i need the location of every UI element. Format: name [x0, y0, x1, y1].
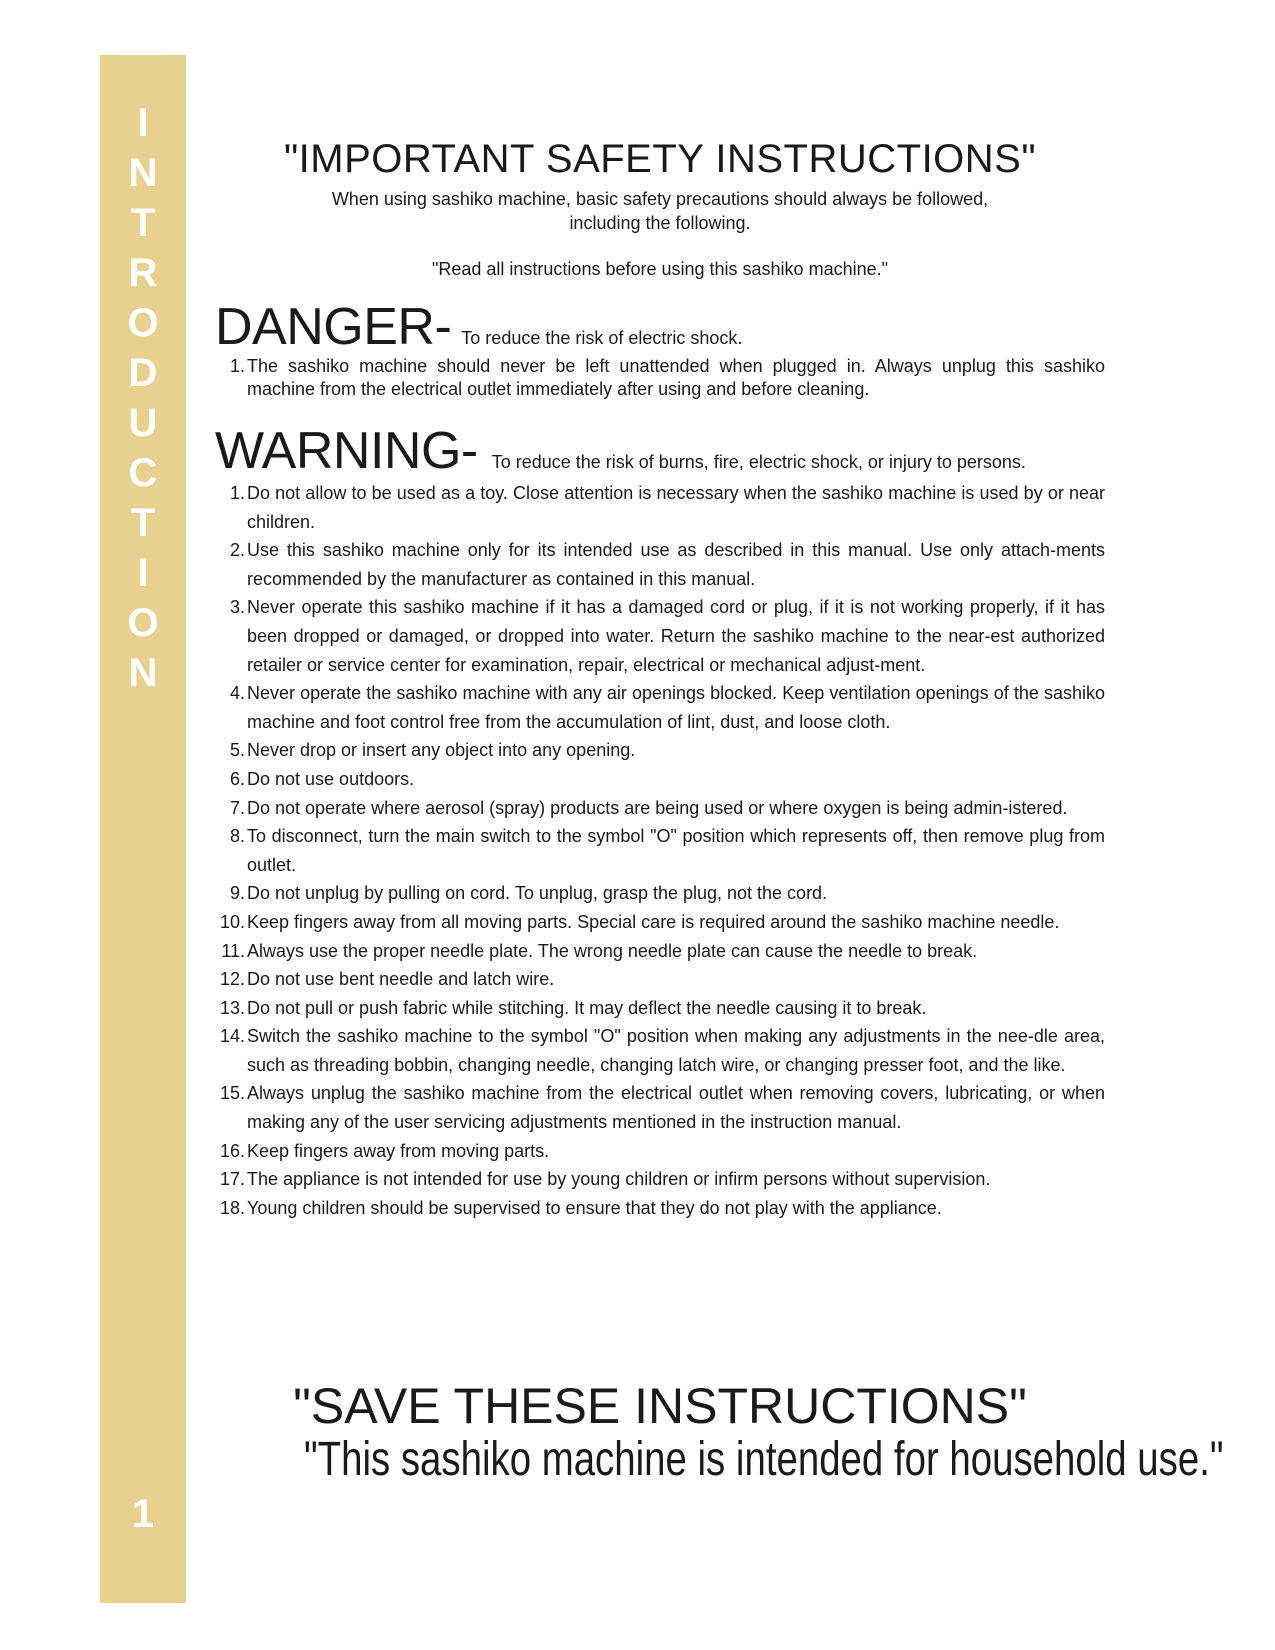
item-text: Never drop or insert any object into any opening. [247, 740, 636, 761]
tab-letter: I [137, 101, 149, 145]
list-item [215, 355, 1105, 401]
list-item [215, 679, 1105, 736]
list-item [215, 1165, 1105, 1194]
section-tab-label [100, 98, 186, 698]
intro-line: When using sashiko machine, basic safety precautions should always be followed, [331, 189, 989, 209]
warning-heading [215, 423, 1105, 479]
danger-note: To reduce the risk of electric shock. [461, 328, 743, 348]
tab-letter: I [137, 551, 149, 595]
item-number: 6. [229, 768, 245, 789]
save-instructions-title: "SAVE THESE INSTRUCTIONS" [293, 1378, 1027, 1434]
tab-letter: D [128, 351, 158, 395]
danger-label: DANGER- [215, 298, 452, 356]
list-item [215, 1194, 1105, 1223]
intro-line: including the following. [569, 213, 751, 233]
item-text: To disconnect, turn the main switch to the symbol "O" position which represents off, then remove plug from outlet. [247, 826, 1105, 875]
tab-letter: T [130, 501, 156, 545]
item-text: Keep fingers away from moving parts. [247, 1140, 550, 1161]
item-number: 13. [219, 997, 245, 1018]
list-item [215, 1079, 1105, 1136]
warning-list [215, 479, 1105, 1222]
item-text: Use this sashiko machine only for its intended use as described in this manual. Use only attach-ments recommended by the manufacturer as contained in this manual. [247, 540, 1105, 589]
warning-label: WARNING- [215, 422, 478, 480]
item-number: 3. [229, 597, 245, 618]
tab-letter: N [128, 651, 158, 695]
item-text: Young children should be supervised to ensure that they do not play with the appliance. [247, 1197, 942, 1218]
list-item [215, 879, 1105, 908]
item-text: Never operate this sashiko machine if it has a damaged cord or plug, if it is not working properly, if it has been dropped or damaged, or dropped into water. Return the sashiko machine to the near-est authorized retailer or service center for examination, repair, electrical or mechanical adjust-ment. [247, 597, 1105, 675]
tab-letter: O [127, 301, 159, 345]
list-item [215, 1137, 1105, 1166]
list-item [215, 794, 1105, 823]
list-item [215, 765, 1105, 794]
item-number: 5. [229, 740, 245, 761]
item-text: The sashiko machine should never be left unattended when plugged in. Always unplug this sashiko machine from the electrical outlet immediately after using and before cleaning. [247, 356, 1105, 399]
item-text: Never operate the sashiko machine with any air openings blocked. Keep ventilation openings of the sashiko machine and foot control free from the accumulation of lint, dust, and loose cloth. [247, 683, 1105, 732]
list-item [215, 965, 1105, 994]
item-text: Do not use outdoors. [247, 768, 415, 789]
tab-letter: C [128, 451, 158, 495]
item-text: Do not use bent needle and latch wire. [247, 969, 555, 990]
item-number: 12. [219, 969, 245, 990]
list-item [215, 1022, 1105, 1079]
list-item [215, 536, 1105, 593]
item-number: 1. [229, 483, 245, 503]
tab-letter: R [128, 251, 158, 295]
item-number: 16. [219, 1140, 245, 1161]
tab-letter: O [127, 601, 159, 645]
list-item [215, 736, 1105, 765]
warning-note: To reduce the risk of burns, fire, electric shock, or injury to persons. [491, 452, 1026, 472]
item-text: Do not allow to be used as a toy. Close attention is necessary when the sashiko machine is used by or near children. [247, 483, 1105, 532]
tab-letter: N [128, 151, 158, 195]
item-number: 10. [219, 911, 245, 932]
main-content [215, 135, 1105, 1222]
household-use-note: "This sashiko machine is intended for household use." [304, 1433, 1224, 1486]
item-number: 2. [229, 540, 245, 561]
list-item [215, 937, 1105, 966]
list-item [215, 994, 1105, 1023]
item-text: Always use the proper needle plate. The wrong needle plate can cause the needle to break. [247, 940, 978, 961]
item-number: 15. [219, 1083, 245, 1104]
list-item [215, 479, 1105, 536]
item-number: 1. [229, 356, 245, 376]
item-number: 9. [229, 883, 245, 904]
item-number: 11. [221, 940, 245, 961]
item-text: Always unplug the sashiko machine from the electrical outlet when removing covers, lubricating, or when making any of the user servicing adjustments mentioned in the instruction manual. [247, 1083, 1105, 1133]
read-all-notice: "Read all instructions before using this sashiko machine." [431, 259, 888, 279]
item-number: 18. [219, 1197, 245, 1218]
page-title: "IMPORTANT SAFETY INSTRUCTIONS" [283, 137, 1037, 181]
item-number: 4. [229, 683, 245, 704]
list-item [215, 822, 1105, 879]
item-text: The appliance is not intended for use by young children or infirm persons without supervision. [247, 1169, 991, 1190]
tab-letter: U [128, 401, 158, 445]
item-number: 17. [219, 1169, 245, 1190]
item-number: 14. [219, 1026, 245, 1047]
intro-text [215, 187, 1105, 235]
item-text: Do not operate where aerosol (spray) products are being used or where oxygen is being admin-istered. [247, 797, 1068, 818]
item-number: 8. [229, 826, 245, 847]
item-text: Keep fingers away from all moving parts. Special care is required around the sashiko machine needle. [247, 911, 1060, 932]
danger-list [215, 355, 1105, 401]
page-number: 1 [131, 1492, 155, 1536]
list-item [215, 593, 1105, 679]
item-text: Switch the sashiko machine to the symbol "O" position when making any adjustments in the nee-dle area, such as threading bobbin, changing needle, changing latch wire, or changing presser foot, and the like. [247, 1026, 1105, 1075]
item-text: Do not unplug by pulling on cord. To unplug, grasp the plug, not the cord. [247, 883, 828, 904]
item-text: Do not pull or push fabric while stitching. It may deflect the needle causing it to break. [247, 997, 927, 1018]
item-number: 7. [229, 797, 245, 818]
tab-letter: T [130, 201, 156, 245]
list-item [215, 908, 1105, 937]
danger-heading [215, 299, 1105, 355]
